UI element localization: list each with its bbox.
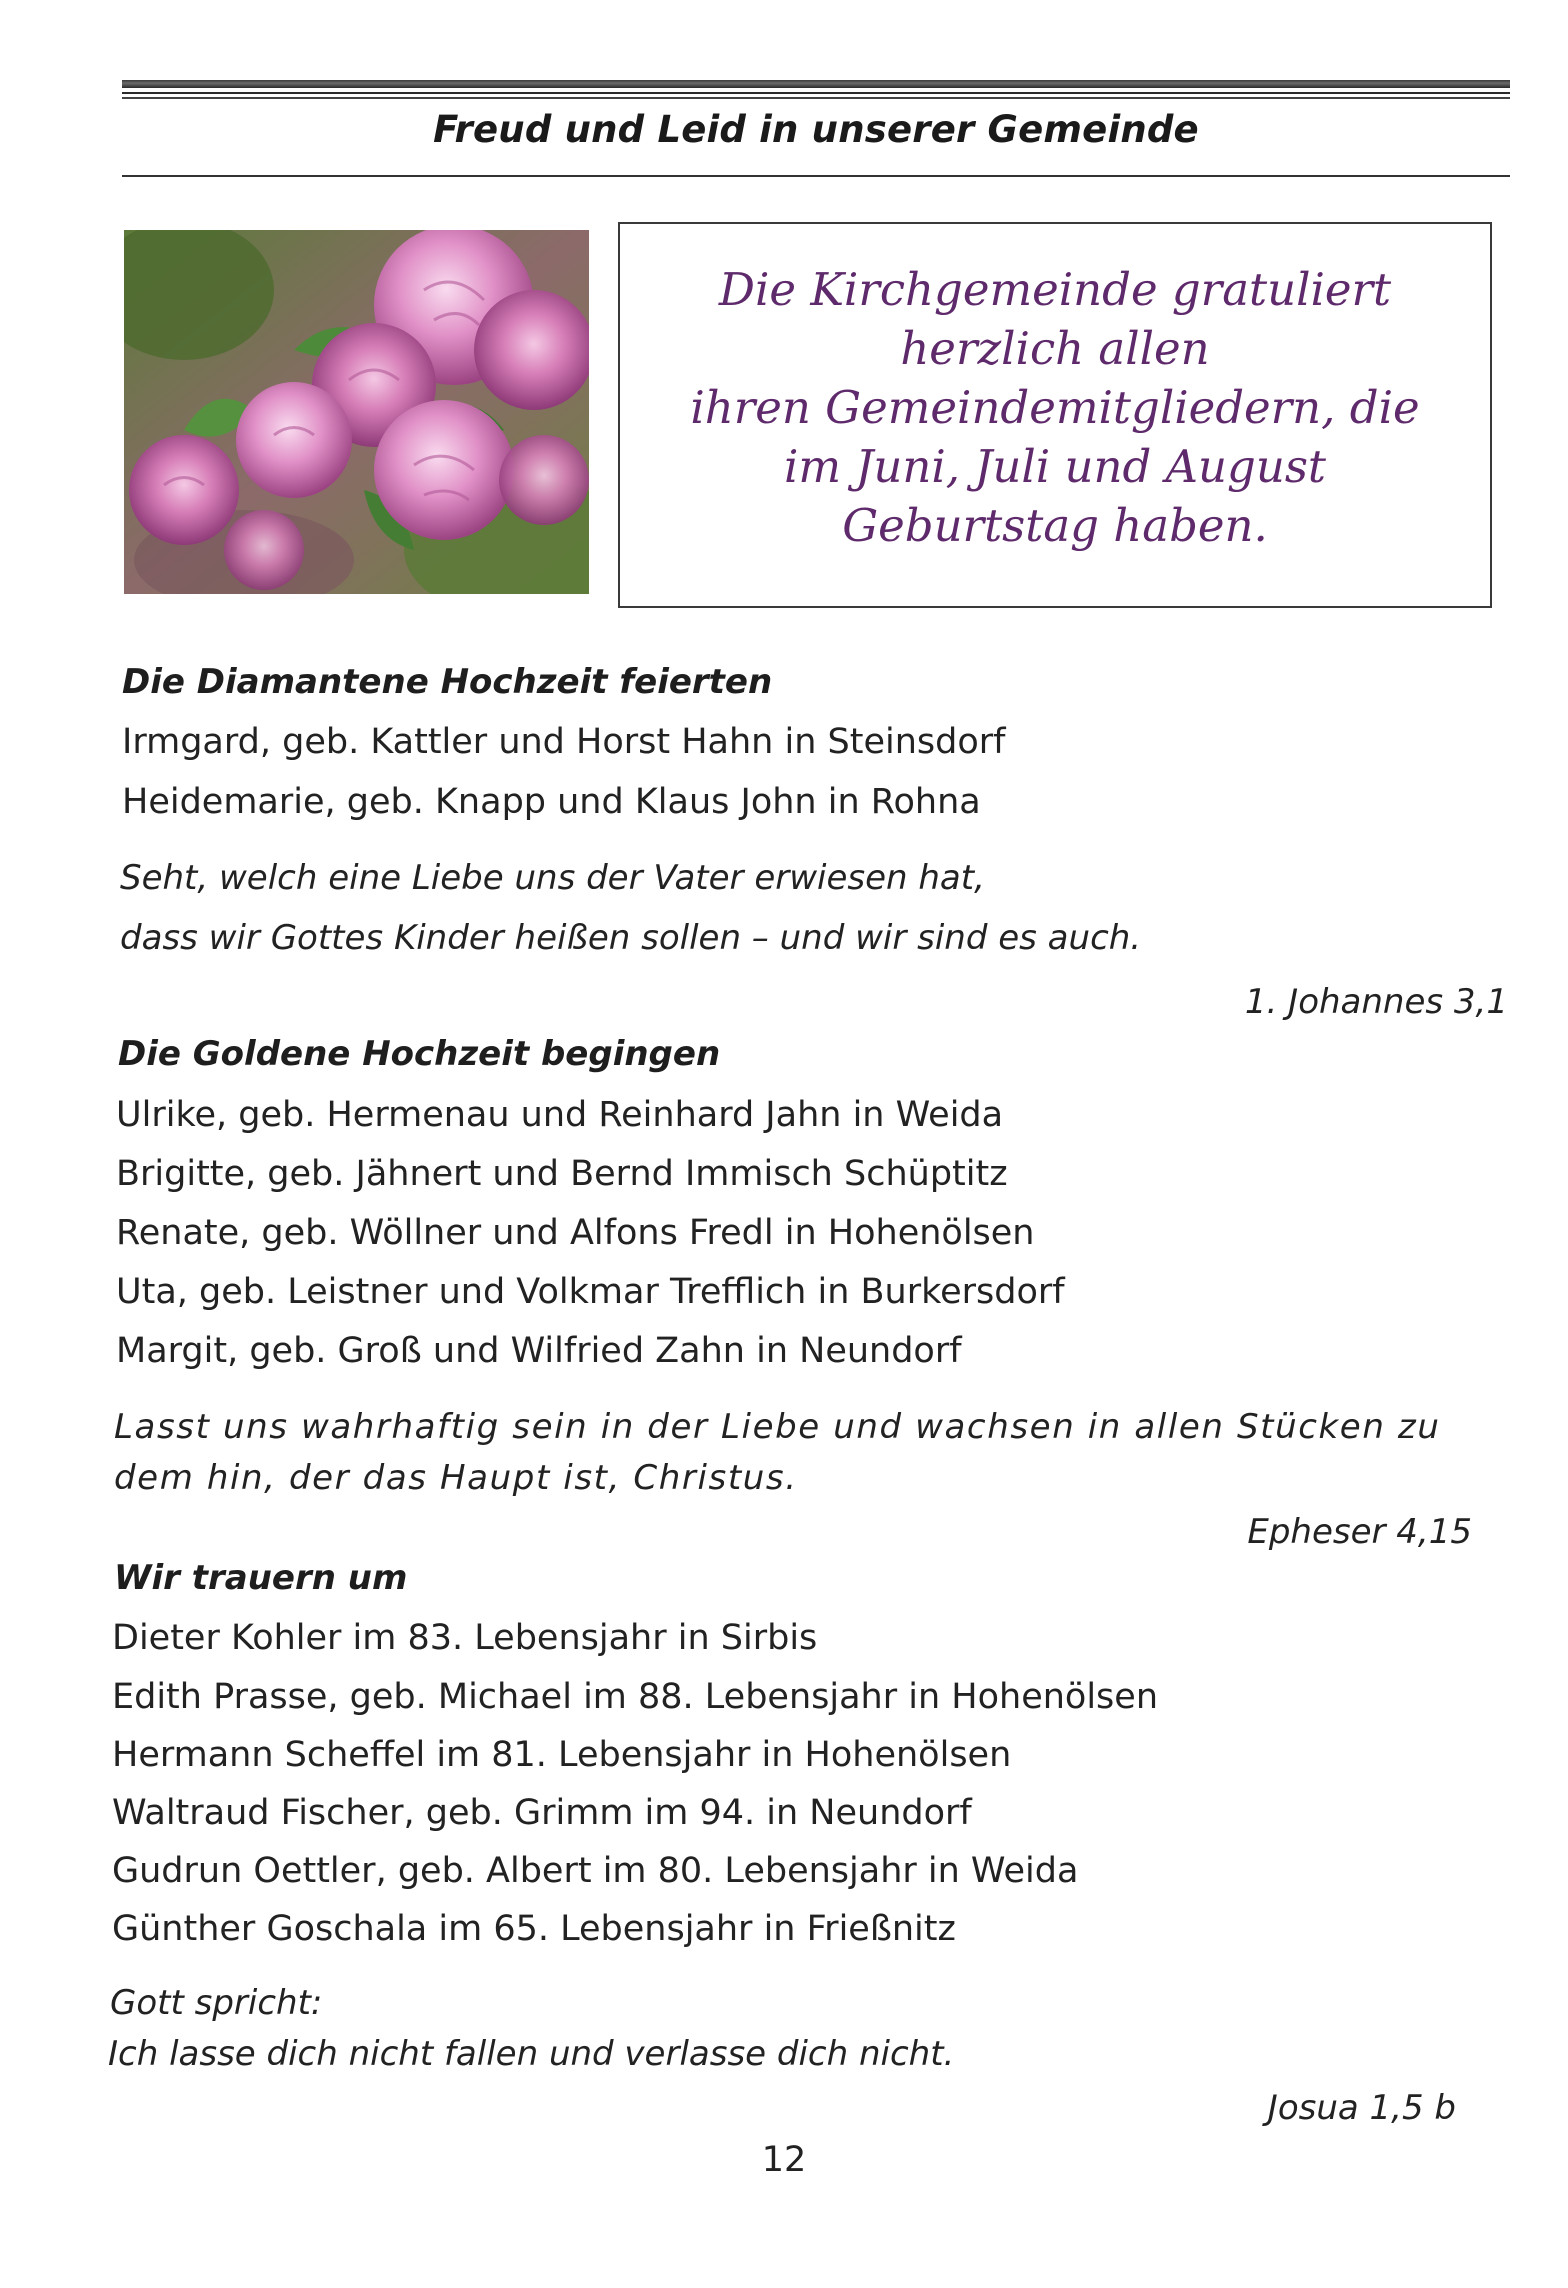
golden-verse-line: dem hin, der das Haupt ist, Christus. [114,1458,798,1498]
diamond-wedding-heading: Die Diamantene Hochzeit feierten [122,662,773,702]
mourning-verse-line: Gott spricht: [110,1983,323,2023]
golden-couple: Brigitte, geb. Jähnert und Bernd Immisch Schüptitz [116,1154,1008,1194]
mourning-entry: Waltraud Fischer, geb. Grimm im 94. in Neundorf [112,1793,972,1833]
mourning-entry: Edith Prasse, geb. Michael im 88. Lebensjahr in Hohenölsen [112,1677,1159,1717]
diamond-verse-line: dass wir Gottes Kinder heißen sollen – und wir sind es auch. [120,918,1142,958]
diamond-verse-line: Seht, welch eine Liebe uns der Vater erwiesen hat, [120,858,985,898]
header-rule-thin [122,92,1510,94]
diamond-couple: Irmgard, geb. Kattler und Horst Hahn in Steinsdorf [122,722,1006,762]
header-rule-thick [122,80,1510,88]
roses-illustration [124,230,589,594]
birthday-greeting-text [620,260,1490,555]
golden-couple: Uta, geb. Leistner und Volkmar Trefflich in Burkersdorf [116,1272,1065,1312]
mourning-entry: Günther Goschala im 65. Lebensjahr in Frießnitz [112,1909,956,1949]
golden-verse-reference: Epheser 4,15 [1247,1512,1472,1552]
birthday-greeting-box [618,222,1492,608]
page-title: Freud und Leid in unserer Gemeinde [433,108,1199,151]
golden-couple: Ulrike, geb. Hermenau und Reinhard Jahn in Weida [116,1095,1004,1135]
golden-wedding-heading: Die Goldene Hochzeit begingen [118,1034,721,1074]
diamond-couple: Heidemarie, geb. Knapp und Klaus John in Rohna [122,782,981,822]
golden-couple: Renate, geb. Wöllner und Alfons Fredl in Hohenölsen [116,1213,1035,1253]
header-rule-thin-second [122,97,1510,99]
mourning-verse-reference: Josua 1,5 b [1267,2088,1456,2128]
greeting-line: Die Kirchgemeinde gratuliert [718,263,1392,316]
mourning-entry: Dieter Kohler im 83. Lebensjahr in Sirbis [112,1618,818,1658]
page-number: 12 [761,2140,807,2180]
mourning-entry: Gudrun Oettler, geb. Albert im 80. Lebensjahr in Weida [112,1851,1079,1891]
greeting-line: im Juni, Juli und August [784,440,1326,493]
mourning-entry: Hermann Scheffel im 81. Lebensjahr in Hohenölsen [112,1735,1012,1775]
greeting-line: ihren Gemeindemitgliedern, die [690,381,1420,434]
mourning-verse-line: Ich lasse dich nicht fallen und verlasse dich nicht. [108,2034,955,2074]
mourning-heading: Wir trauern um [114,1558,408,1598]
greeting-line: herzlich allen [900,322,1210,375]
golden-verse-line: Lasst uns wahrhaftig sein in der Liebe und wachsen in allen Stücken zu [114,1407,1441,1447]
greeting-line: Geburtstag haben. [842,499,1268,552]
diamond-verse-reference: 1. Johannes 3,1 [1244,982,1508,1022]
header-rule-bottom [122,175,1510,177]
golden-couple: Margit, geb. Groß und Wilfried Zahn in Neundorf [116,1331,962,1371]
roses-photo [124,230,589,594]
